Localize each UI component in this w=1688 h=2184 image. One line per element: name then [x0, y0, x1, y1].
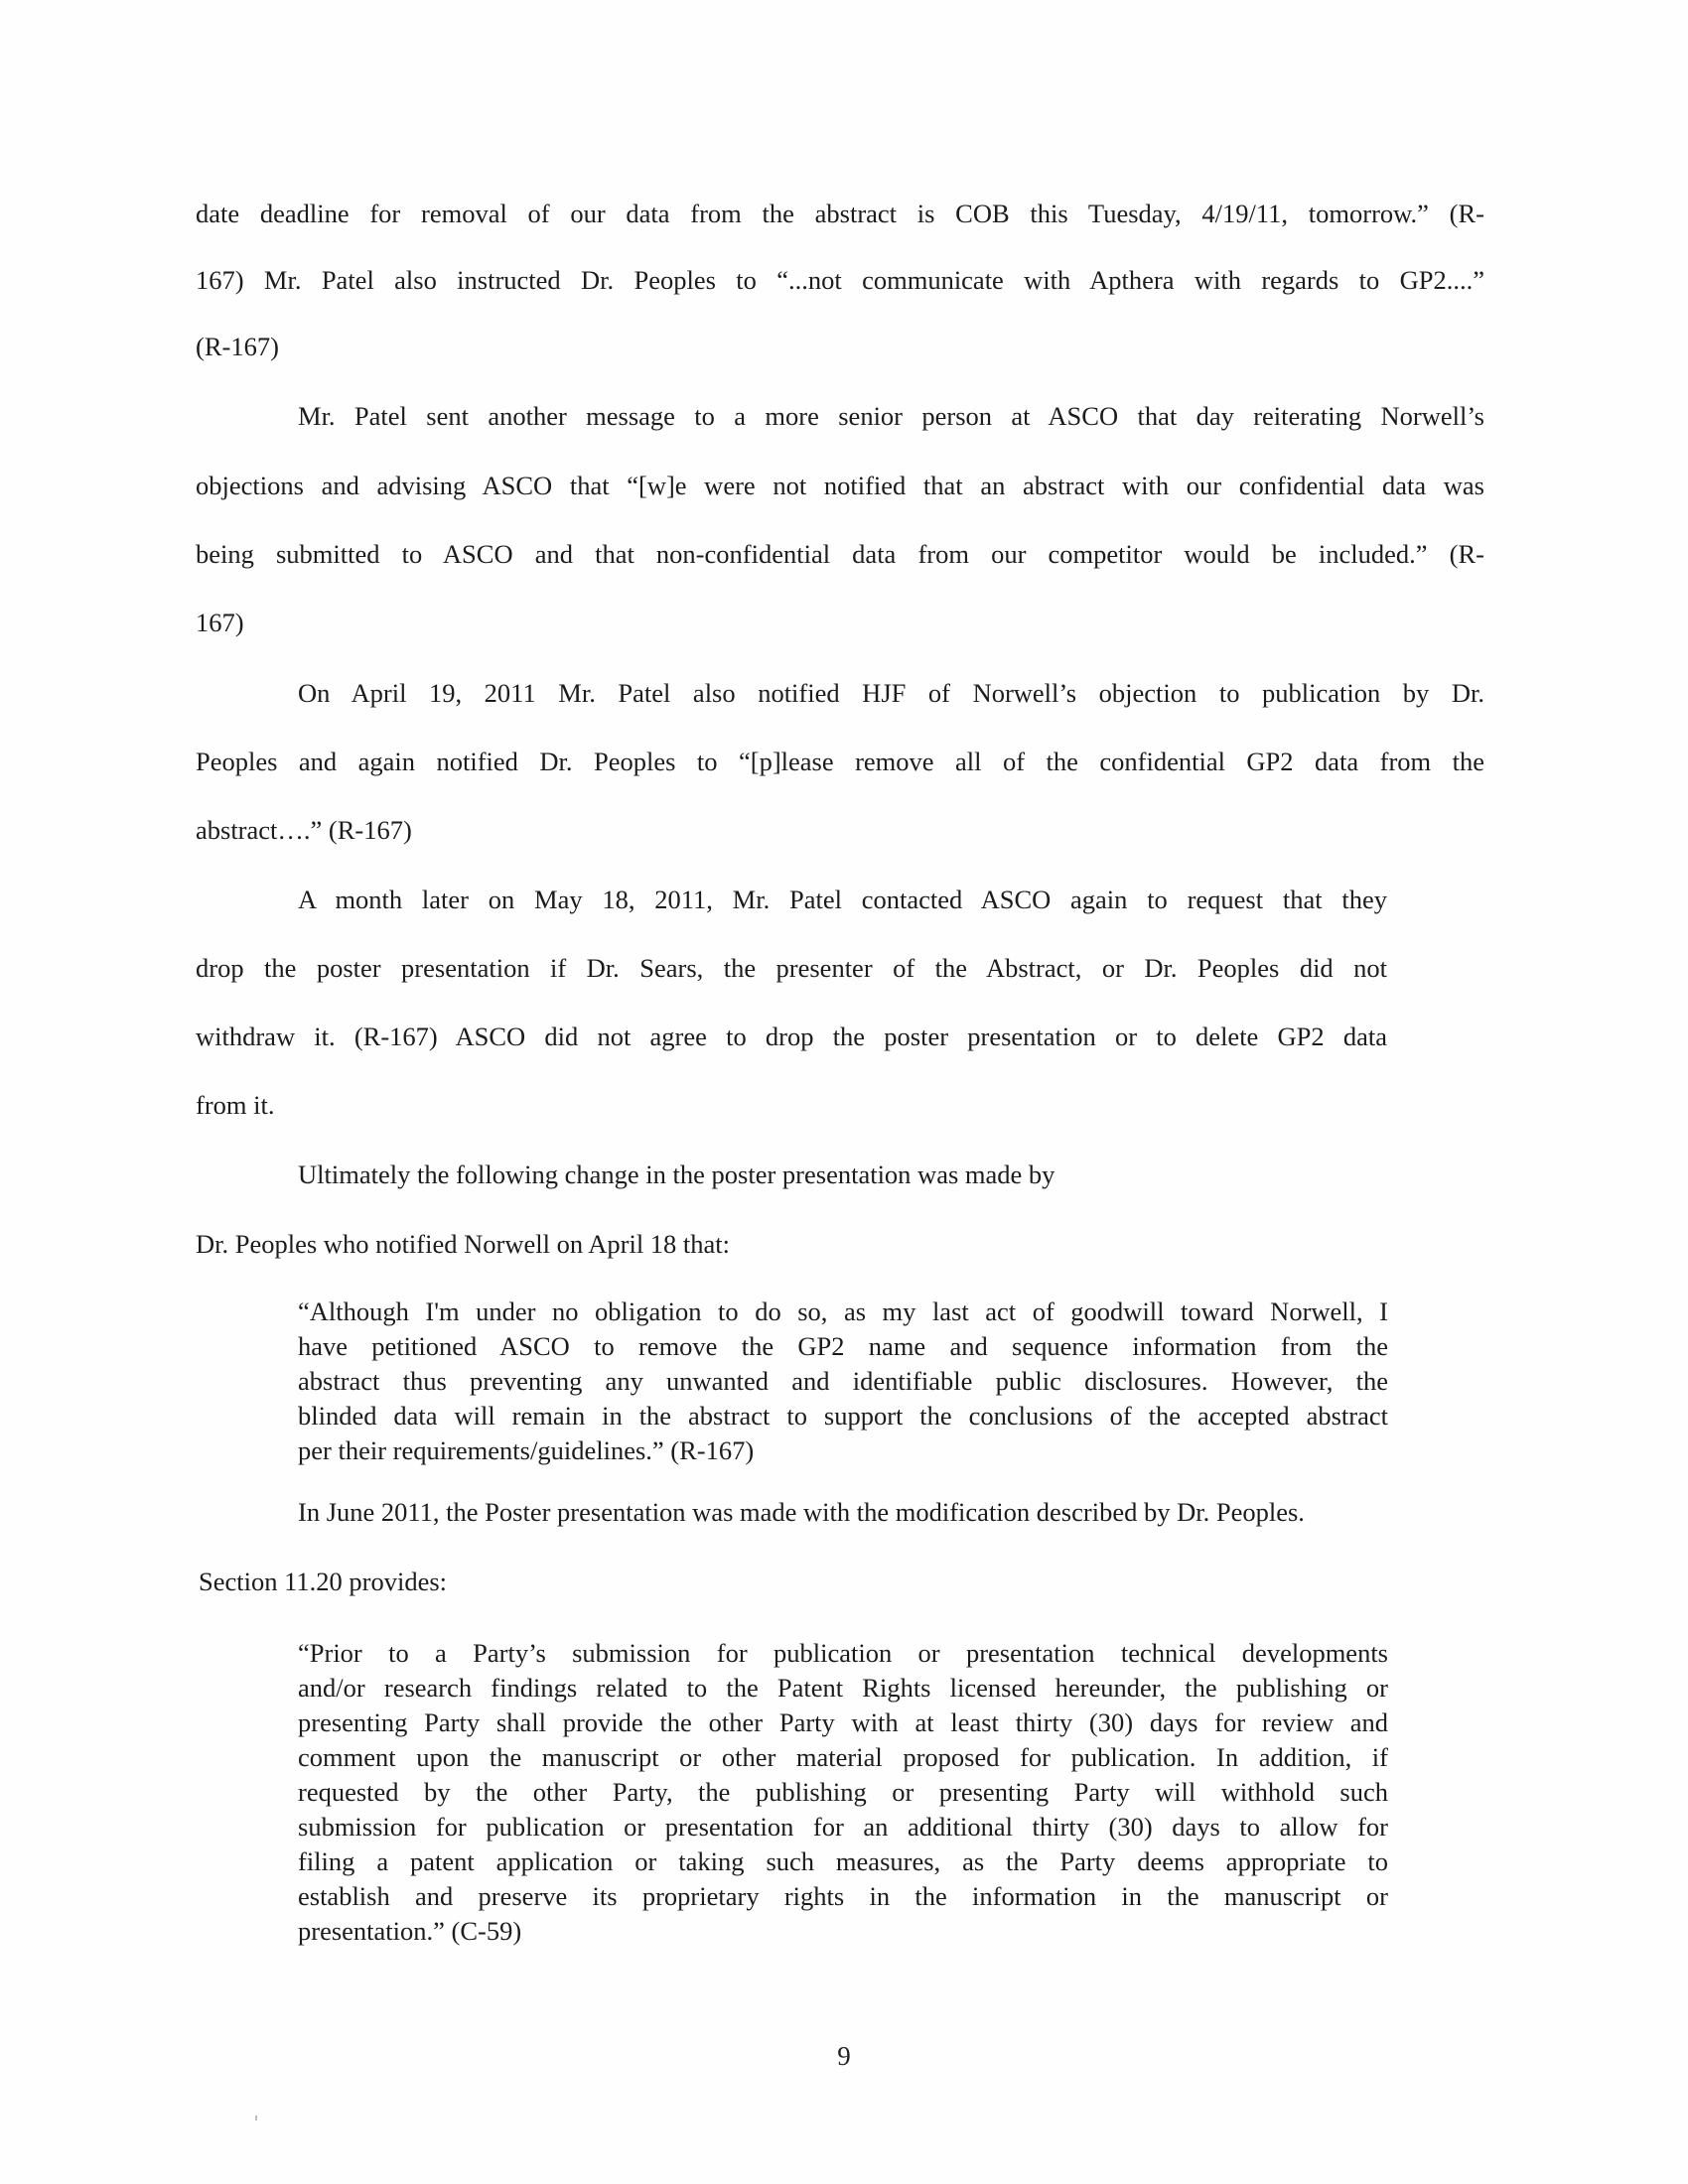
- quote-2-line-1: “Prior to a Party’s submission for publication or presentation technical developments: [298, 1638, 1388, 1668]
- section-heading-11-20: Section 11.20 provides:: [199, 1567, 448, 1596]
- scan-artifact: [255, 2116, 257, 2120]
- paragraph-5-line-1: Ultimately the following change in the poster presentation was made by: [298, 1160, 1055, 1189]
- quote-2-line-6: submission for publication or presentation for an additional thirty (30) days to allow for: [298, 1812, 1388, 1842]
- paragraph-1-line-3: (R-167): [196, 332, 279, 361]
- paragraph-3-line-3: abstract….” (R-167): [196, 815, 412, 845]
- paragraph-5-line-2: Dr. Peoples who notified Norwell on April 18 that:: [196, 1229, 731, 1259]
- quote-2-line-3: presenting Party shall provide the other Party with at least thirty (30) days for review and: [298, 1707, 1388, 1737]
- quote-2-line-7: filing a patent application or taking such measures, as the Party deems appropriate to: [298, 1846, 1388, 1876]
- quote-1-line-4: blinded data will remain in the abstract to support the conclusions of the accepted abstract: [298, 1401, 1388, 1431]
- paragraph-2-line-3: being submitted to ASCO and that non-confidential data from our competitor would be included.” (R-: [196, 539, 1484, 569]
- quote-1-line-3: abstract thus preventing any unwanted and identifiable public disclosures. However, the: [298, 1366, 1388, 1396]
- quote-1-line-5: per their requirements/guidelines.” (R-167): [298, 1435, 755, 1465]
- paragraph-4-line-1: A month later on May 18, 2011, Mr. Patel contacted ASCO again to request that they: [298, 885, 1387, 914]
- quote-2-line-4: comment upon the manuscript or other material proposed for publication. In addition, if: [298, 1742, 1388, 1772]
- paragraph-4-line-3: withdraw it. (R-167) ASCO did not agree to drop the poster presentation or to delete GP2 data: [196, 1022, 1387, 1051]
- quote-2-line-5: requested by the other Party, the publishing or presenting Party will withhold such: [298, 1777, 1388, 1807]
- quote-1-line-1: “Although I'm under no obligation to do so, as my last act of goodwill toward Norwell, I: [298, 1297, 1388, 1326]
- paragraph-1-line-2: 167) Mr. Patel also instructed Dr. Peoples to “...not communicate with Apthera with regards to GP2....”: [196, 265, 1484, 295]
- paragraph-3-line-1: On April 19, 2011 Mr. Patel also notified HJF of Norwell’s objection to publication by Dr.: [298, 678, 1484, 708]
- paragraph-6: In June 2011, the Poster presentation was made with the modification described by Dr. Peoples.: [298, 1497, 1305, 1527]
- block-quote-peoples: [298, 1295, 1388, 1468]
- page-number: 9: [837, 2041, 851, 2071]
- paragraph-4-line-4: from it.: [196, 1090, 275, 1120]
- paragraph-2-line-1: Mr. Patel sent another message to a more senior person at ASCO that day reiterating Norwell’s: [298, 401, 1484, 431]
- paragraph-4-line-2: drop the poster presentation if Dr. Sears, the presenter of the Abstract, or Dr. Peoples did not: [196, 953, 1387, 983]
- quote-2-line-2: and/or research findings related to the Patent Rights licensed hereunder, the publishing or: [298, 1673, 1388, 1703]
- paragraph-3-line-2: Peoples and again notified Dr. Peoples to “[p]lease remove all of the confidential GP2 data from the: [196, 747, 1484, 776]
- quote-2-line-9: presentation.” (C-59): [298, 1916, 522, 1946]
- block-quote-section-11-20: [298, 1636, 1388, 1949]
- paragraph-2-line-4: 167): [196, 608, 244, 637]
- quote-1-line-2: have petitioned ASCO to remove the GP2 name and sequence information from the: [298, 1331, 1388, 1361]
- quote-2-line-8: establish and preserve its proprietary rights in the information in the manuscript or: [298, 1881, 1388, 1911]
- paragraph-1-line-1: date deadline for removal of our data from the abstract is COB this Tuesday, 4/19/11, tomorrow.” (R-: [196, 199, 1484, 228]
- paragraph-2-line-2: objections and advising ASCO that “[w]e were not notified that an abstract with our confidential data was: [196, 471, 1484, 500]
